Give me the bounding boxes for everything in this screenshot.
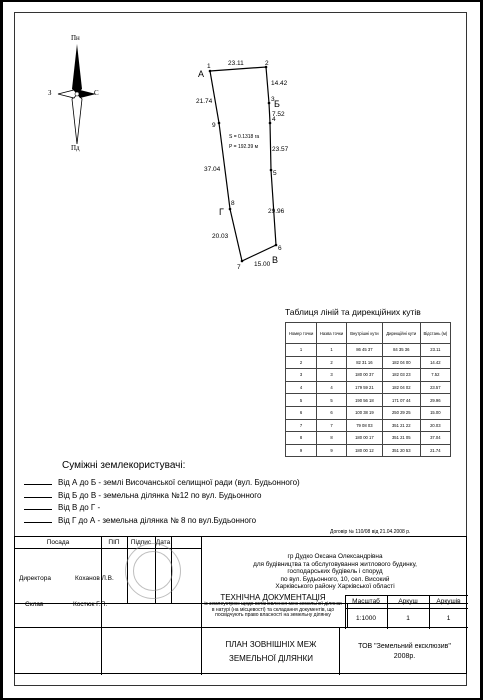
cell: 182 04 00 [382, 356, 420, 369]
edge-length-2: 14.42 [271, 80, 288, 87]
vertex-1: 1 [207, 63, 211, 70]
director-name: Коханов Л.В. [75, 575, 114, 582]
header-point-name: Назва точки [317, 323, 347, 344]
edge-length-7: 20.03 [212, 233, 229, 240]
cell: 15.00 [420, 406, 450, 419]
table-row [286, 432, 451, 445]
vertex-4: 4 [272, 116, 276, 123]
cell: 190 56 18 [346, 394, 382, 407]
company-year: 2008р. [393, 653, 416, 660]
table-row [286, 419, 451, 432]
point-b-label: Б [274, 99, 280, 109]
plot-polygon [190, 55, 310, 275]
plot-perimeter: P = 192.39 м [229, 144, 259, 150]
compiled-name: Костюк Г.П. [73, 601, 108, 608]
cell: 23.57 [420, 381, 450, 394]
cell: 9 [317, 444, 347, 457]
edge-length-4: 23.57 [272, 146, 289, 153]
sheets-value: 1 [446, 615, 451, 622]
cell: 171 07 44 [382, 394, 420, 407]
vertex-5: 5 [273, 170, 277, 177]
edge-length-9: 21.74 [196, 98, 213, 105]
neighbor-text: Від А до Б - землі Височанської селищної ради (вул. Будьонного) [58, 478, 300, 487]
header-name: ПІП [108, 539, 120, 546]
cell: 3 [317, 369, 347, 382]
cell: 5 [286, 394, 317, 407]
cell: 182 04 02 [382, 381, 420, 394]
table-row [286, 356, 451, 369]
neighbor-text: Від В до Г - [58, 503, 101, 512]
cell: 7 [317, 419, 347, 432]
cell: 182 03 23 [382, 369, 420, 382]
compass-west-label: З [48, 89, 52, 97]
sheets-header: Аркушів [436, 598, 461, 605]
vertex-6: 6 [278, 245, 282, 252]
cell: 1 [286, 344, 317, 357]
header-direction-angle: Дирекційні кути [382, 323, 420, 344]
table-row [286, 406, 451, 419]
vertex-7: 7 [237, 264, 241, 271]
plan-title-line: ПЛАН ЗОВНІШНІХ МЕЖ [225, 640, 317, 649]
table-row [286, 394, 451, 407]
owner-line: господарських будівель і споруд [287, 568, 383, 576]
cell: 2 [317, 356, 347, 369]
plan-title [203, 638, 339, 666]
vertex-9: 9 [212, 122, 216, 129]
compass-north-label: Пн [71, 34, 80, 42]
table-row [286, 381, 451, 394]
cell: 86 45 37 [346, 344, 382, 357]
cell: 8 [317, 432, 347, 445]
cell: 180 00 37 [346, 369, 382, 382]
cell: 23.11 [420, 344, 450, 357]
cell: 180 00 12 [346, 444, 382, 457]
cell: 9 [286, 444, 317, 457]
cell: 4 [317, 381, 347, 394]
sheet-header: Аркуш [398, 598, 418, 605]
cell: 6 [286, 406, 317, 419]
cell: 351 21 05 [382, 432, 420, 445]
owner-line: для будівництва та обслуговування житлового будинку, [253, 560, 417, 568]
cell: 250 29 25 [382, 406, 420, 419]
cell: 7 [286, 419, 317, 432]
cell: 84 35 36 [382, 344, 420, 357]
edge-length-1: 23.11 [228, 60, 244, 67]
owner-block [205, 553, 465, 591]
edge-length-5: 29.96 [268, 208, 285, 215]
header-inner-angle: Внутрішні кути [346, 323, 382, 344]
table-row [286, 369, 451, 382]
edge-length-6: 15.00 [254, 261, 271, 268]
cell: 3 [286, 369, 317, 382]
director-label: Директора [19, 575, 51, 582]
land-plot-plan [190, 55, 310, 275]
company-block [341, 642, 468, 662]
cell: 351 20 53 [382, 444, 420, 457]
direction-table-header [286, 323, 451, 344]
point-v-label: В [272, 255, 279, 265]
owner-line: по вул. Будьонного, 10, сел. Високий [280, 575, 390, 583]
cell: 179 59 21 [346, 381, 382, 394]
point-g-label: Г [219, 207, 224, 217]
direction-table-title: Таблиця ліній та дирекційних кутів [285, 307, 421, 317]
compass-rose [48, 34, 102, 154]
stamp-seal-inner [133, 551, 173, 591]
document-title: ТЕХНІЧНА ДОКУМЕНТАЦІЯ [220, 593, 326, 602]
table-row [286, 444, 451, 457]
cell: 6 [317, 406, 347, 419]
cell: 4 [286, 381, 317, 394]
point-a-label: А [198, 69, 205, 79]
scale-value: 1:1000 [356, 615, 376, 622]
document-subtitle: із землеустрою щодо встановлення меж земельної ділянки в натурі (на місцевості) та складання документів, що посвідчують право власності на земельну ділянку [204, 601, 342, 619]
owner-line: гр Дудко Оксана Олександрівна [287, 553, 383, 560]
vertex-2: 2 [265, 60, 269, 67]
edge-length-3: 7.52 [272, 111, 285, 118]
neighbor-text: Від Г до А - земельна ділянка № 8 по вул.Будьонного [58, 515, 257, 525]
direction-table [285, 322, 451, 457]
cell: 8 [286, 432, 317, 445]
cell: 79 08 03 [346, 419, 382, 432]
compiled-label: Склав [25, 601, 44, 608]
contract-reference: Договір № 110/08 від 21.04.2008 р. [330, 529, 411, 535]
cell: 37.04 [420, 432, 450, 445]
cell: 21.74 [420, 444, 450, 457]
cell: 7.52 [420, 369, 450, 382]
scale-header: Масштаб [352, 598, 380, 605]
header-position: Посада [46, 539, 70, 546]
cell: 14.42 [420, 356, 450, 369]
cell: 1 [317, 344, 347, 357]
cell: 351 21 22 [382, 419, 420, 432]
cell: 20.03 [420, 419, 450, 432]
header-distance: Відстань (м) [420, 323, 450, 344]
table-row [286, 344, 451, 357]
header-date: Дата [155, 539, 171, 546]
plot-area: S = 0.1318 га [229, 134, 260, 140]
header-signature: Підпис [130, 539, 152, 546]
vertex-8: 8 [231, 200, 235, 207]
cell: 100 38 19 [346, 406, 382, 419]
cell: 29.96 [420, 394, 450, 407]
owner-line: Харківського району Харківської області [275, 583, 395, 591]
company-name: ТОВ "Земельний екcклюзив" [358, 643, 451, 650]
cell: 82 31 16 [346, 356, 382, 369]
header-point-number: Номер точки [286, 323, 317, 344]
cell: 5 [317, 394, 347, 407]
neighbors-title: Суміжні землекористувачі: [62, 460, 186, 471]
cell: 180 00 17 [346, 432, 382, 445]
plan-title-line: ЗЕМЕЛЬНОЇ ДІЛЯНКИ [229, 654, 313, 663]
cell: 2 [286, 356, 317, 369]
neighbor-text: Від Б до В - земельна ділянка №12 по вул. Будьонного [58, 490, 262, 500]
compass-east-label: С [94, 89, 99, 97]
title-block [14, 536, 467, 674]
sheet-value: 1 [406, 615, 410, 622]
compass-south-label: Пд [71, 144, 80, 152]
edge-length-8: 37.04 [204, 166, 221, 173]
vertex-3: 3 [271, 96, 275, 103]
